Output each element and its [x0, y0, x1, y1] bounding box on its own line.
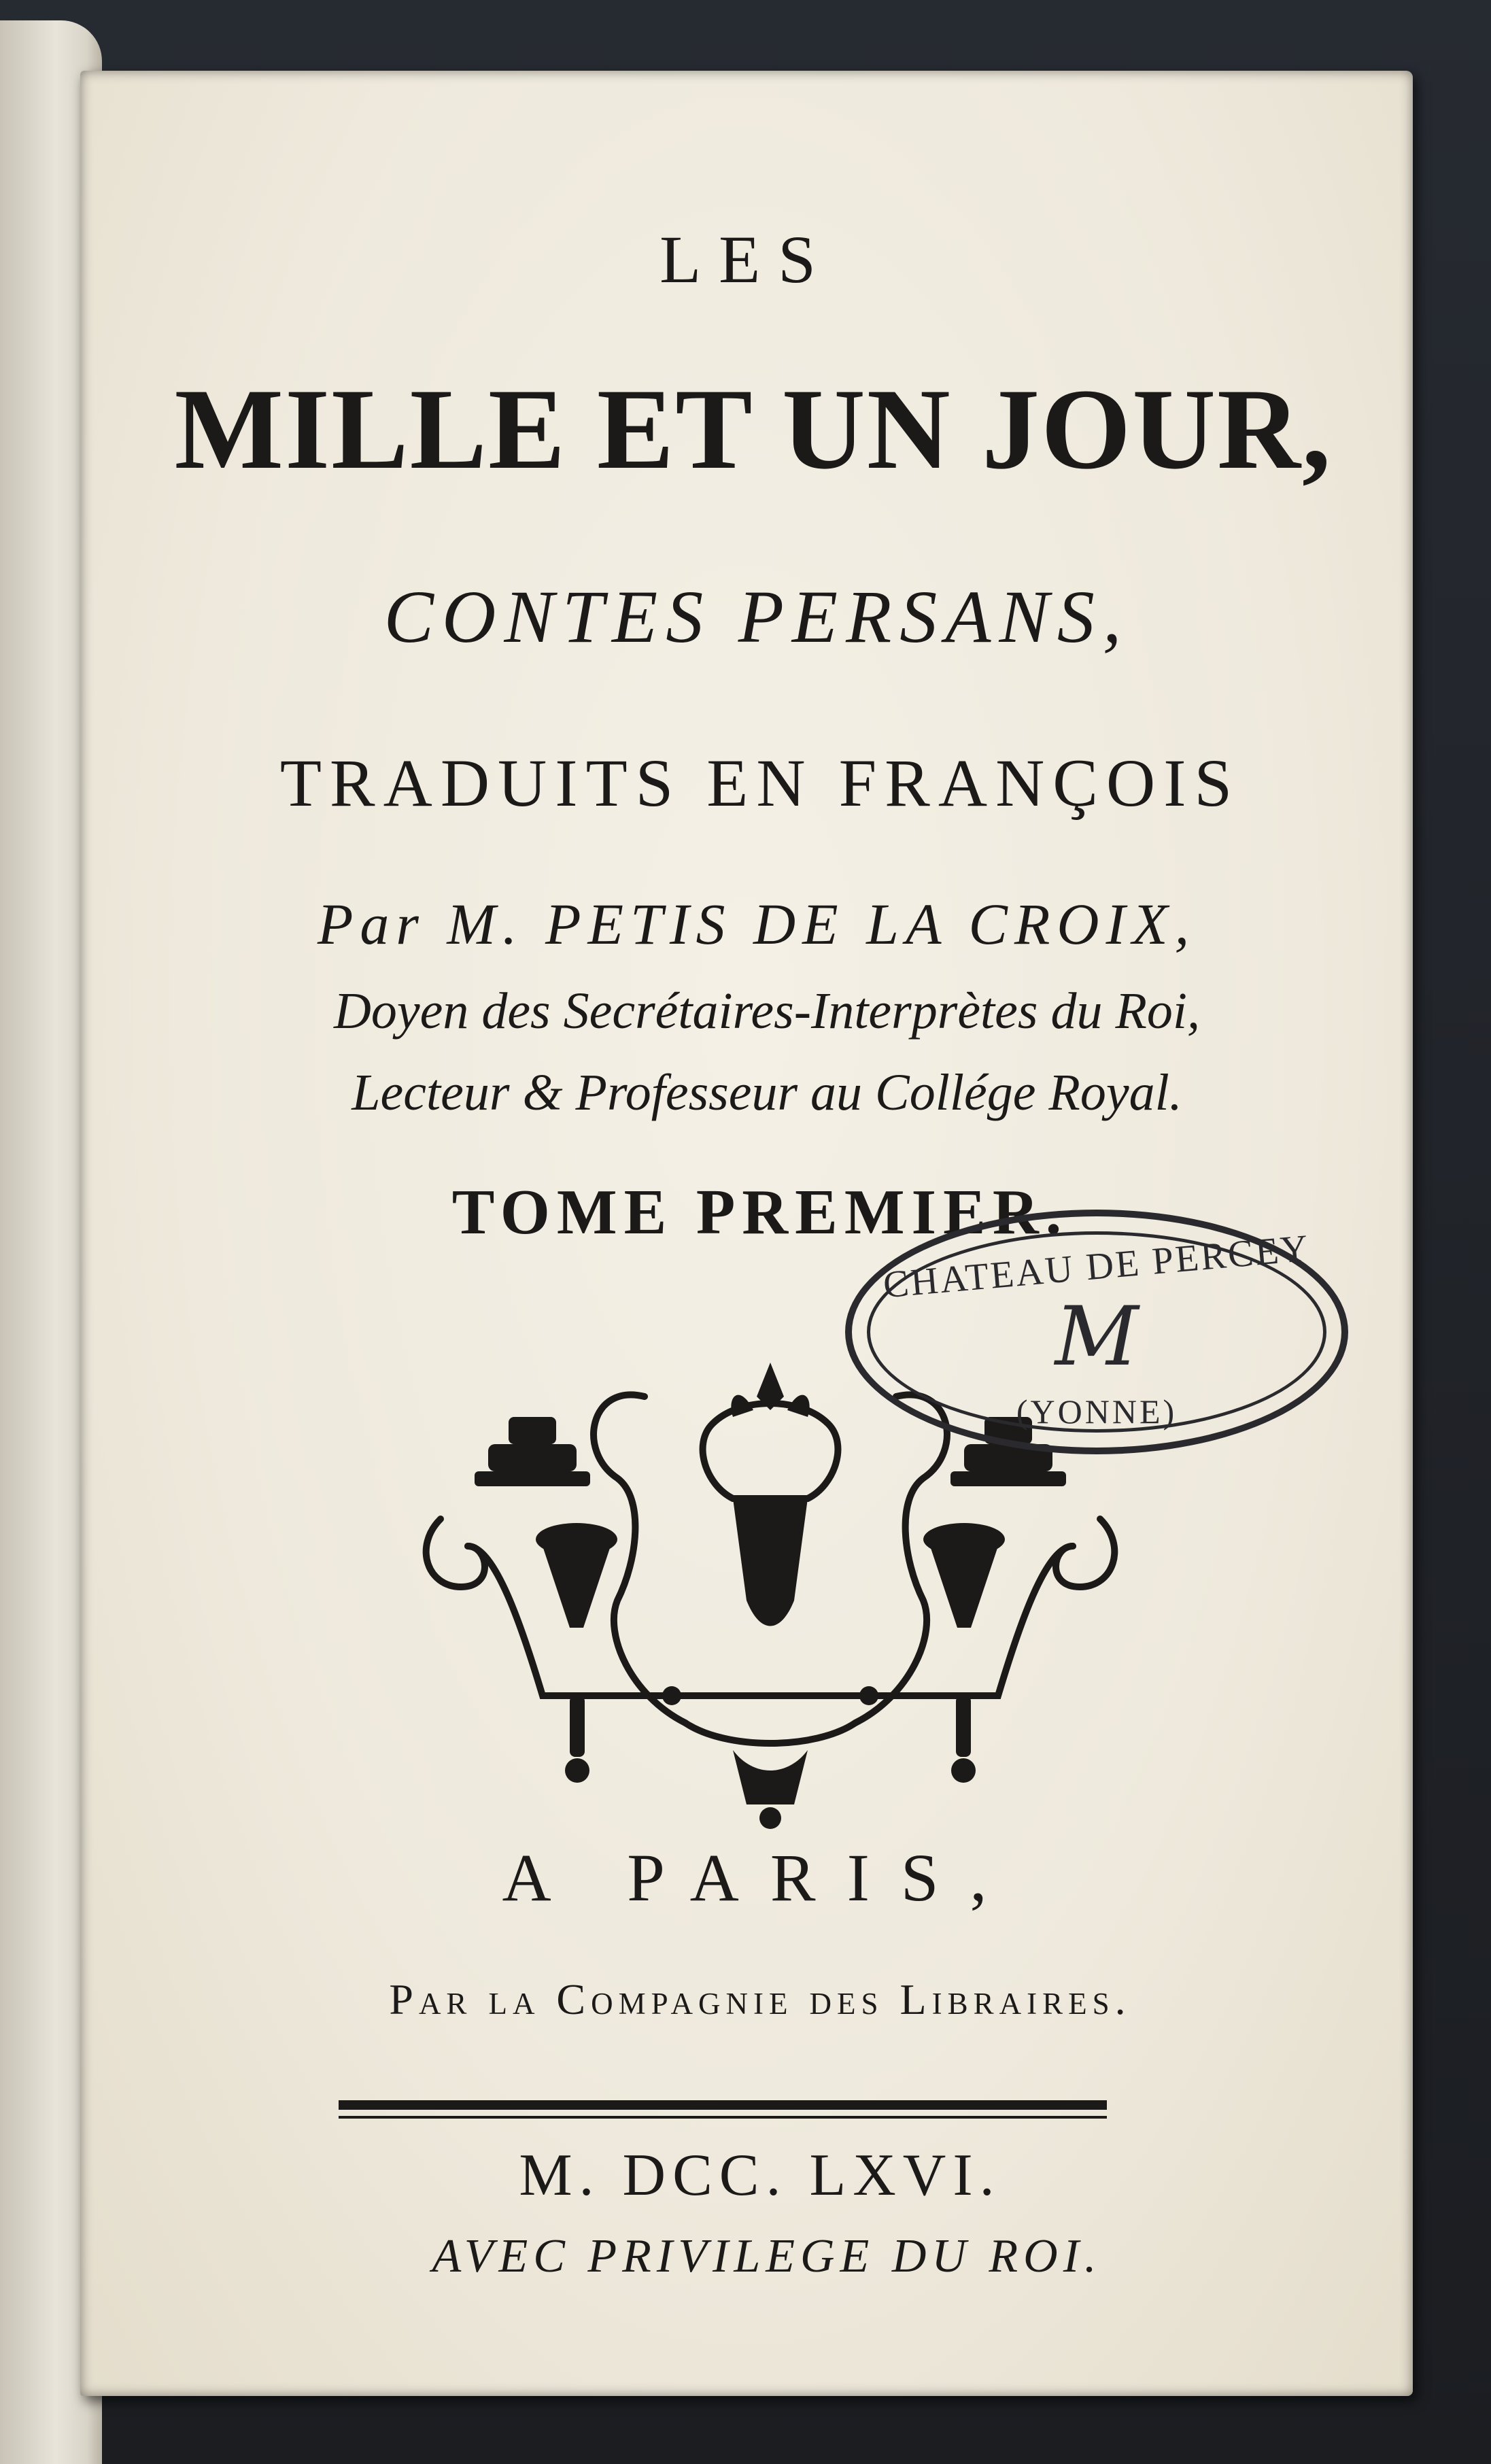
imprint-place: A PARIS,	[502, 1840, 1018, 1915]
stamp-top-text: CHATEAU DE PERCEY	[881, 1227, 1312, 1307]
stamp-monogram: M	[1055, 1290, 1139, 1384]
divider-rule-thin	[339, 2116, 1107, 2119]
library-stamp	[845, 1210, 1348, 1454]
imprint-publisher: Par la Compagnie des Libraires.	[389, 1975, 1131, 2023]
translation-note: TRADUITS EN FRANÇOIS	[279, 745, 1241, 821]
title-page	[80, 71, 1413, 2396]
stamp-bottom-text: (YONNE)	[1016, 1392, 1178, 1431]
volume-label: TOME PREMIER.	[451, 1177, 1069, 1248]
heading-les: LES	[659, 222, 834, 297]
imprint-year: M. DCC. LXVI.	[519, 2142, 1001, 2208]
author-title-2: Lecteur & Professeur au Collége Royal.	[352, 1064, 1182, 1121]
author-title-1: Doyen des Secrétaires-Interprètes du Roi,	[333, 982, 1201, 1040]
author-line: Par M. PETIS DE LA CROIX,	[317, 891, 1197, 957]
divider-rule-thick	[339, 2100, 1107, 2110]
book-subtitle: CONTES PERSANS,	[383, 575, 1130, 658]
privilege-line: AVEC PRIVILEGE DU ROI.	[432, 2230, 1102, 2282]
book-title: MILLE ET UN JOUR,	[174, 365, 1333, 493]
